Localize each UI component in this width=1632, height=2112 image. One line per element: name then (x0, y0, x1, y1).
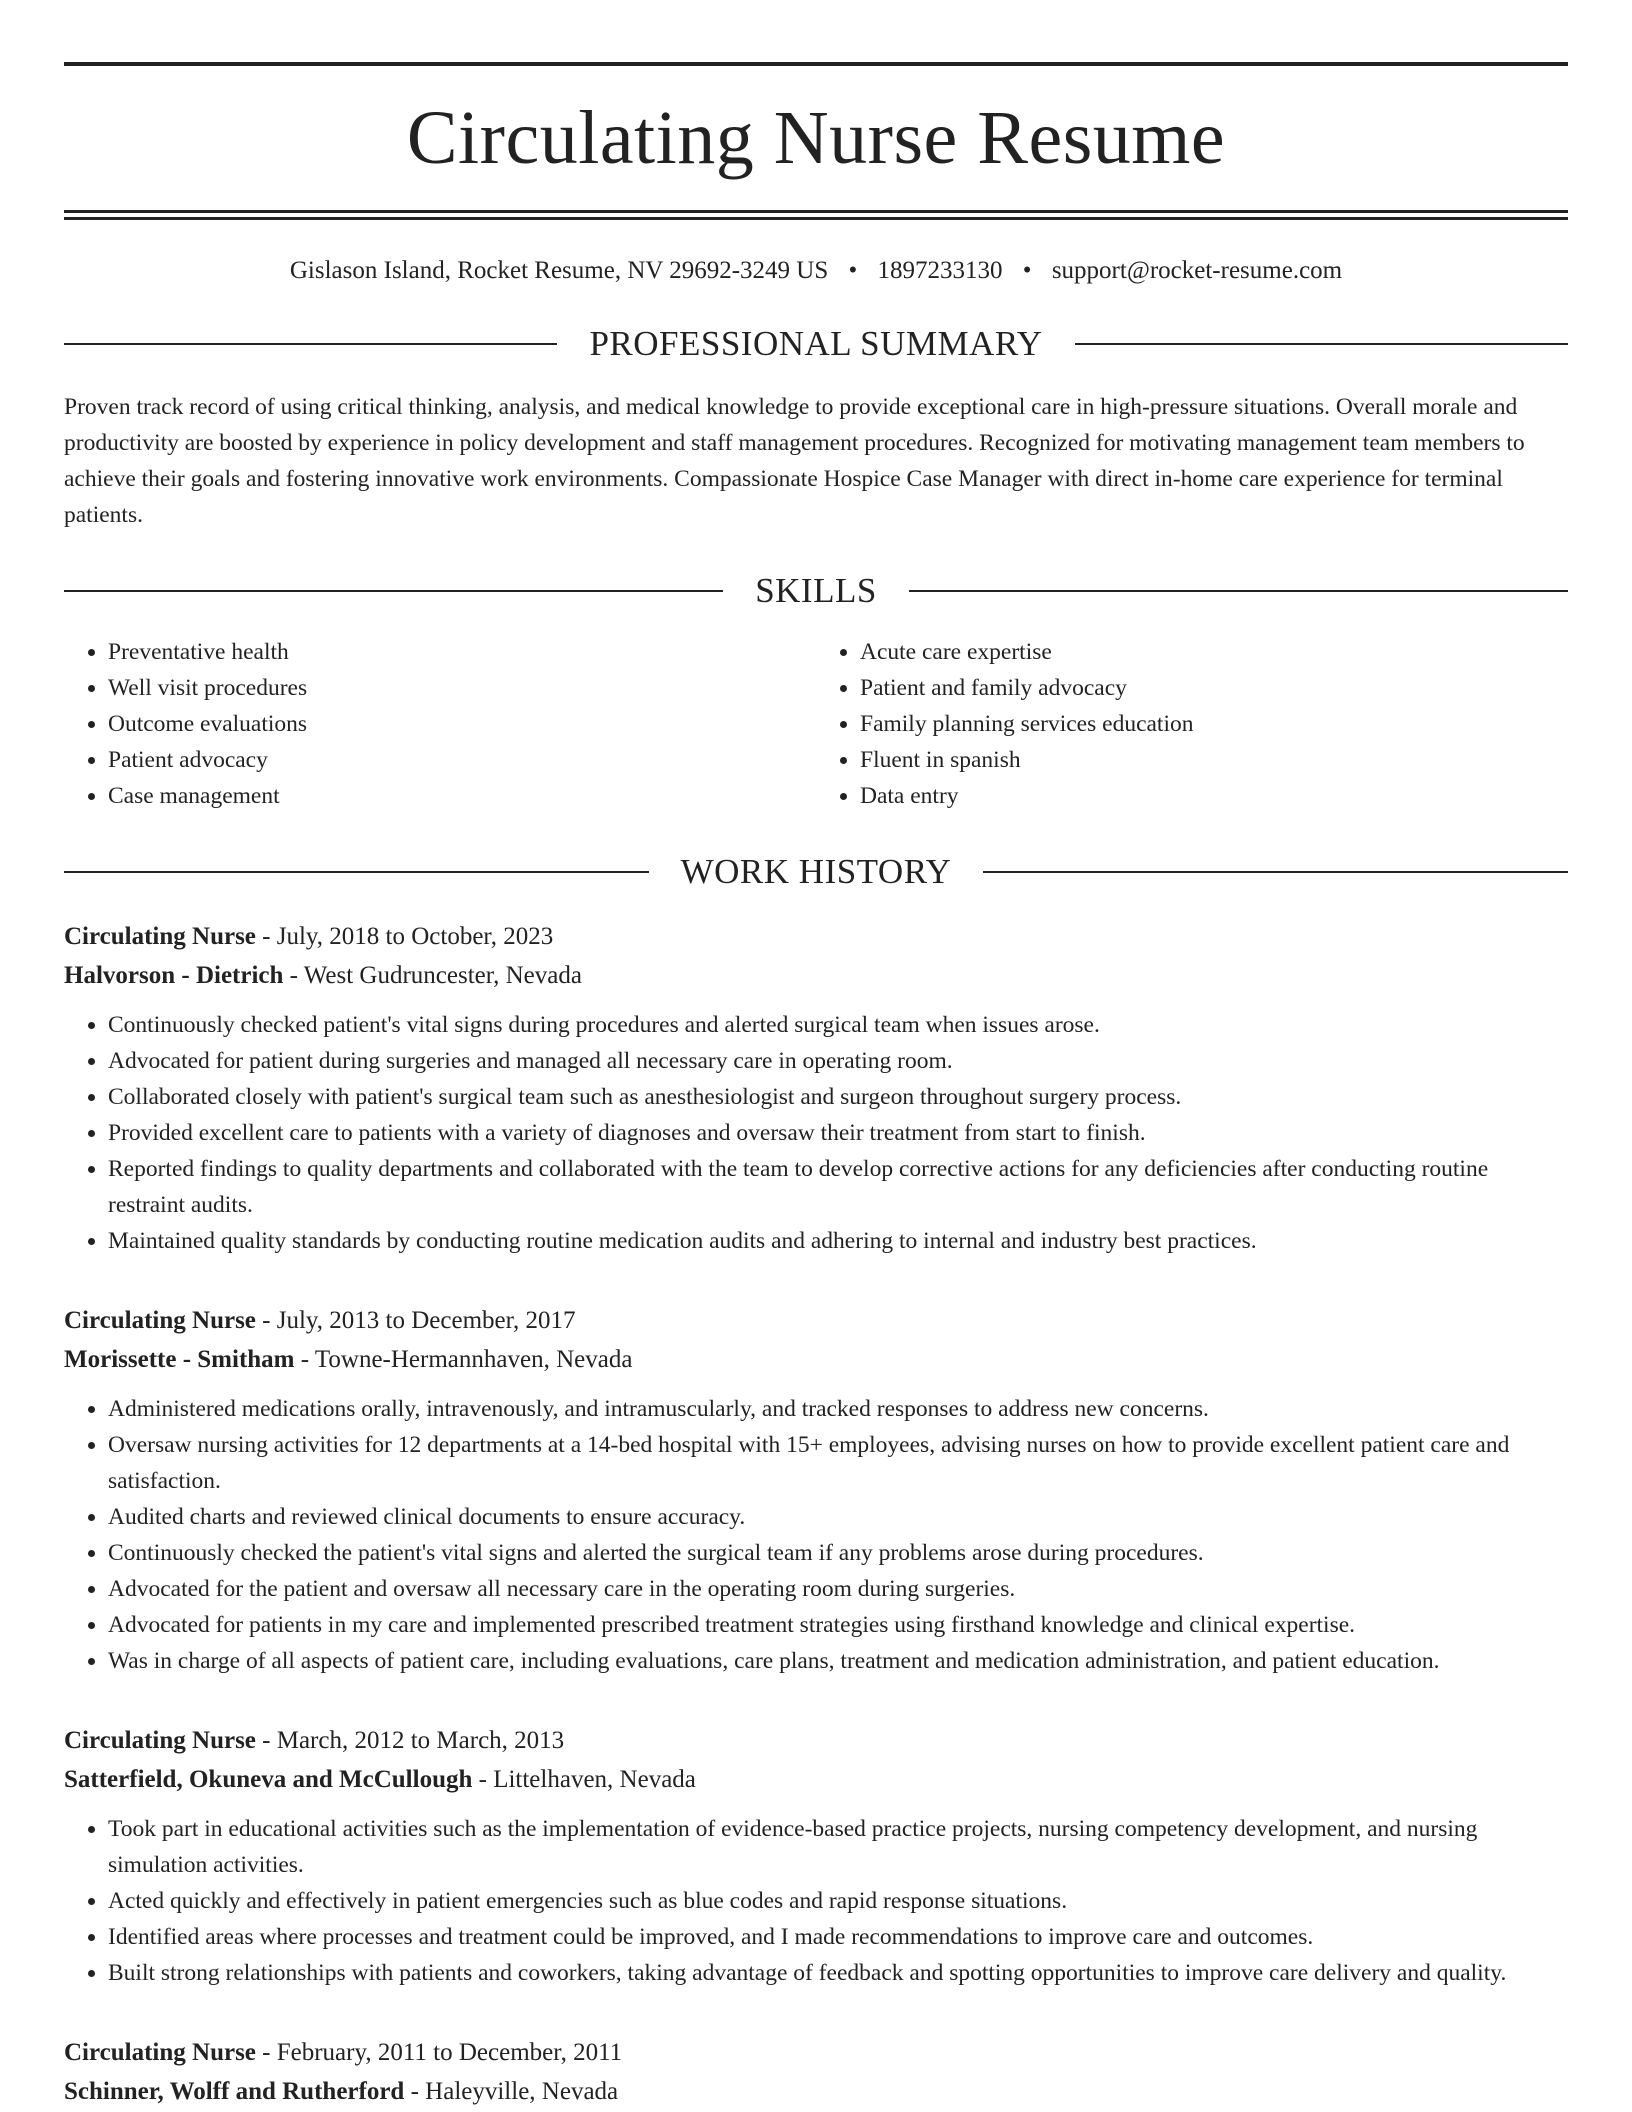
job-entry (64, 1721, 1568, 1991)
job-duties (64, 1007, 1568, 1259)
job-title: Circulating Nurse (64, 1727, 256, 1754)
job-company-line (64, 2072, 1568, 2111)
skill-item: • Acute care expertise (860, 634, 1568, 670)
job-dates: - July, 2018 to October, 2023 (255, 923, 554, 950)
skills-right-list (816, 634, 1568, 814)
job-title: Circulating Nurse (64, 1307, 256, 1334)
summary-text: Proven track record of using critical thinking, analysis, and medical knowledge to provide exceptional care in high-pressure situations. Overall morale and productivity are boosted by experience in policy development and staff management procedures. Recognized for motivating management team members to achieve their goals and fostering innovative work environments. Compassionate Hospice Case Manager with direct in-home care experience for terminal patients. (64, 394, 1525, 528)
heading-rule-right (1075, 343, 1568, 345)
duty-item: • Maintained quality standards by conducting routine medication audits and adhering to internal and industry best practices. (108, 1223, 1568, 1259)
job-title: Circulating Nurse (64, 923, 256, 950)
job-company-line (64, 1760, 1568, 1799)
job-dates: - March, 2012 to March, 2013 (255, 1727, 565, 1754)
heading-rule-right (909, 590, 1568, 592)
heading-rule-left (64, 590, 723, 592)
duty-item: • Advocated for patients in my care and implemented prescribed treatment strategies using firsthand knowledge and clinical expertise. (108, 1607, 1568, 1643)
duty-item: • Reported findings to quality departments and collaborated with the team to develop corrective actions for any deficiencies after conducting routine restraint audits. (108, 1151, 1568, 1223)
job-company-line (64, 956, 1568, 995)
contact-separator: • (1022, 257, 1032, 284)
heading-rule-left (64, 343, 557, 345)
job-title: Circulating Nurse (64, 2039, 256, 2066)
duty-item: • Audited charts and reviewed clinical documents to ensure accuracy. (108, 1499, 1568, 1535)
skill-item: • Case management (108, 778, 816, 814)
skills-heading (64, 573, 1568, 608)
job-company-line (64, 1340, 1568, 1379)
work-heading (64, 854, 1568, 889)
contact-email: support@rocket-resume.com (1051, 257, 1343, 284)
duty-item: • Collaborated closely with patient's surgical team such as anesthesiologist and surgeon throughout surgery process. (108, 1079, 1568, 1115)
skill-item: • Preventative health (108, 634, 816, 670)
job-location: - Littelhaven, Nevada (472, 1766, 696, 1793)
duty-item: • Continuously checked the patient's vital signs and alerted the surgical team if any problems arose during procedures. (108, 1535, 1568, 1571)
contact-address: Gislason Island, Rocket Resume, NV 29692-3249 US (289, 257, 829, 284)
duty-item: • Took part in educational activities such as the implementation of evidence-based practice projects, nursing competency development, and nursing simulation activities. (108, 1811, 1568, 1883)
contact-line (64, 256, 1568, 286)
skill-item: • Patient and family advocacy (860, 670, 1568, 706)
job-company: Halvorson - Dietrich (64, 962, 284, 989)
resume-title: Circulating Nurse Resume (406, 96, 1226, 180)
duty-item: • Provided excellent care to patients with a variety of diagnoses and oversaw their treatment from start to finish. (108, 1115, 1568, 1151)
duty-item: • Administered medications orally, intravenously, and intramuscularly, and tracked responses to address new concerns. (108, 1391, 1568, 1427)
job-location: - West Gudruncester, Nevada (283, 962, 582, 989)
skills-heading-label: SKILLS (755, 571, 877, 610)
skill-item: • Fluent in spanish (860, 742, 1568, 778)
job-duties (64, 1811, 1568, 1991)
skill-item: • Data entry (860, 778, 1568, 814)
job-title-line (64, 1721, 1568, 1760)
duty-item: • Continuously checked patient's vital signs during procedures and alerted surgical team when issues arose. (108, 1007, 1568, 1043)
duty-item: • Advocated for patient during surgeries and managed all necessary care in operating room. (108, 1043, 1568, 1079)
duty-item: • Acted quickly and effectively in patient emergencies such as blue codes and rapid response situations. (108, 1883, 1568, 1919)
resume-page (64, 0, 1568, 2111)
job-location: - Haleyville, Nevada (404, 2078, 619, 2105)
skill-item: • Family planning services education (860, 706, 1568, 742)
summary-heading (64, 326, 1568, 361)
skill-item: • Well visit procedures (108, 670, 816, 706)
contact-phone: 1897233130 (877, 257, 1003, 284)
summary-heading-label: PROFESSIONAL SUMMARY (589, 324, 1043, 363)
skills-left-list (64, 634, 816, 814)
top-rule (64, 62, 1568, 66)
duty-item: • Identified areas where processes and treatment could be improved, and I made recommendations to improve care and outcomes. (108, 1919, 1568, 1955)
job-entry (64, 917, 1568, 1259)
job-duties (64, 1391, 1568, 1679)
job-company: Morissette - Smitham (64, 1346, 295, 1373)
job-title-line (64, 917, 1568, 956)
job-dates: - July, 2013 to December, 2017 (255, 1307, 576, 1334)
heading-rule-left (64, 871, 649, 873)
job-location: - Towne-Hermannhaven, Nevada (294, 1346, 633, 1373)
job-company: Schinner, Wolff and Rutherford (64, 2078, 405, 2105)
job-title-line (64, 2033, 1568, 2072)
job-company: Satterfield, Okuneva and McCullough (64, 1766, 473, 1793)
contact-separator: • (848, 257, 858, 284)
skill-item: • Outcome evaluations (108, 706, 816, 742)
duty-item: • Built strong relationships with patients and coworkers, taking advantage of feedback and spotting opportunities to improve care delivery and quality. (108, 1955, 1568, 1991)
duty-item: • Advocated for the patient and oversaw all necessary care in the operating room during surgeries. (108, 1571, 1568, 1607)
title-double-rule (64, 210, 1568, 220)
job-dates: - February, 2011 to December, 2011 (255, 2039, 623, 2066)
job-entry (64, 2033, 1568, 2111)
job-title-line (64, 1301, 1568, 1340)
skill-item: • Patient advocacy (108, 742, 816, 778)
job-entry (64, 1301, 1568, 1679)
duty-item: • Oversaw nursing activities for 12 departments at a 14-bed hospital with 15+ employees, advising nurses on how to provide excellent patient care and satisfaction. (108, 1427, 1568, 1499)
skills-columns (64, 634, 1568, 814)
heading-rule-right (983, 871, 1568, 873)
work-heading-label: WORK HISTORY (680, 852, 952, 891)
duty-item: • Was in charge of all aspects of patient care, including evaluations, care plans, treatment and medication administration, and patient education. (108, 1643, 1568, 1679)
